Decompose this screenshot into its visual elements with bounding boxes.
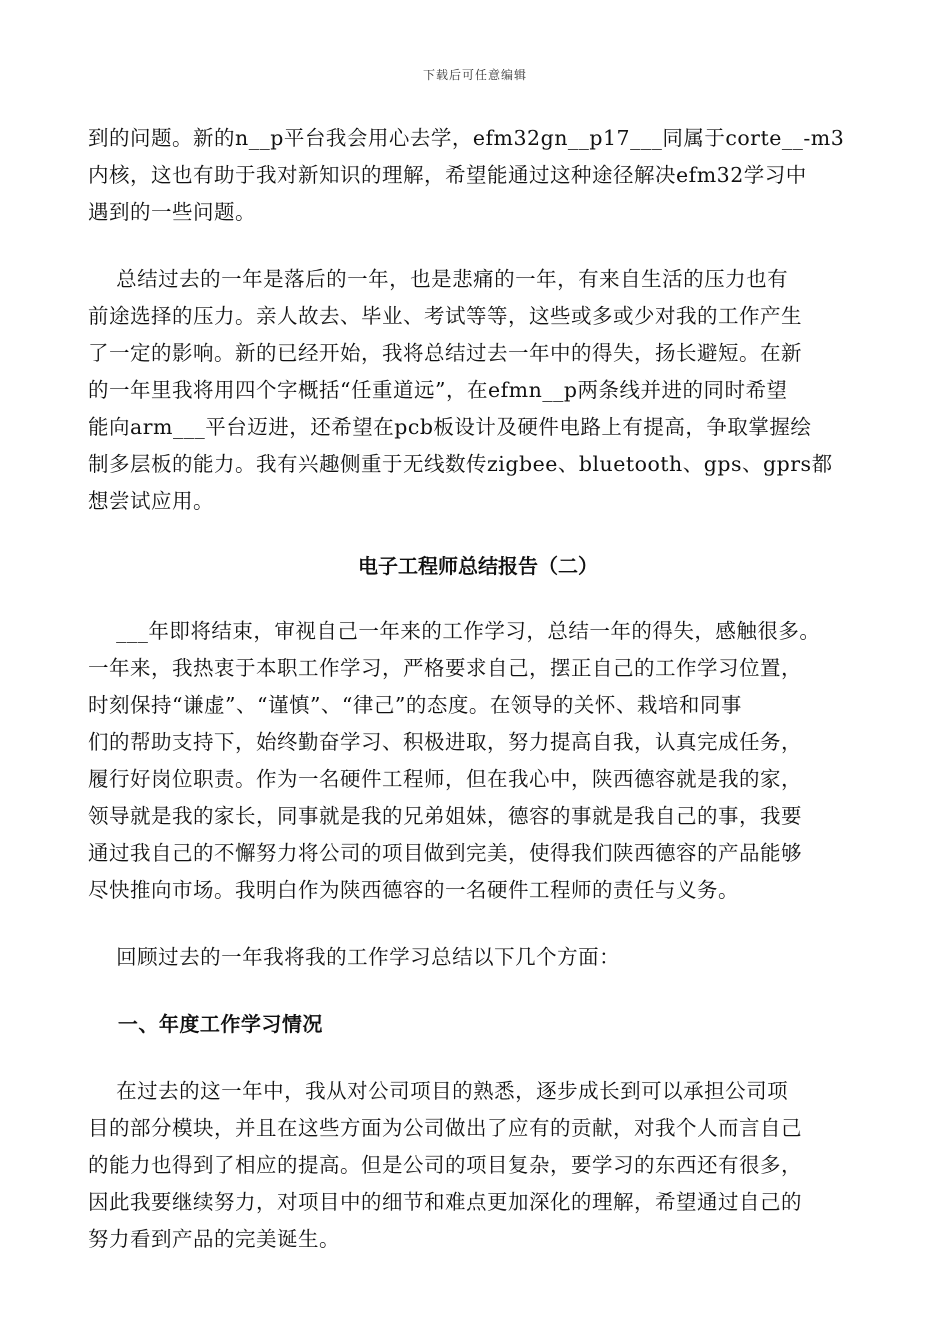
text-line: 到的问题。新的n__p平台我会用心去学，efm32gn__p17___同属于corte__-m3 xyxy=(88,126,845,150)
spacer xyxy=(88,585,868,613)
section-heading: 一、年度工作学习情况 xyxy=(88,1012,323,1036)
paragraph-1 xyxy=(88,120,868,231)
text-line: 履行好岗位职责。作为一名硬件工程师，但在我心中，陕西德容就是我的家， xyxy=(88,767,802,791)
text-line: ___年即将结束，审视自己一年来的工作学习，总结一年的得失，感触很多。 xyxy=(88,619,821,643)
section-title: 电子工程师总结报告（二） xyxy=(358,554,598,578)
paragraph-5 xyxy=(88,1073,868,1258)
text-line: 因此我要继续努力，对项目中的细节和难点更加深化的理解，希望通过自己的 xyxy=(88,1190,802,1214)
text-line: 的能力也得到了相应的提高。但是公司的项目复杂，要学习的东西还有很多， xyxy=(88,1153,802,1177)
document-body xyxy=(88,120,868,1258)
text-line: 尽快推向市场。我明白作为陕西德容的一名硬件工程师的责任与义务。 xyxy=(88,878,739,902)
text-line: 努力看到产品的完美诞生。 xyxy=(88,1227,340,1251)
spacer xyxy=(88,1043,868,1073)
text-line: 一年来，我热衷于本职工作学习，严格要求自己，摆正自己的工作学习位置， xyxy=(88,656,802,680)
text-line: 想尝试应用。 xyxy=(88,489,214,513)
text-line: 目的部分模块，并且在这些方面为公司做出了应有的贡献，对我个人而言自己 xyxy=(88,1116,802,1140)
paragraph-3 xyxy=(88,613,868,909)
text-line: 在过去的这一年中，我从对公司项目的熟悉，逐步成长到可以承担公司项 xyxy=(88,1079,789,1103)
text-line: 能向arm___平台迈进，还希望在pcb板设计及硬件电路上有提高，争取掌握绘 xyxy=(88,415,812,439)
text-line: 领导就是我的家长，同事就是我的兄弟姐妹，德容的事就是我自己的事，我要 xyxy=(88,804,802,828)
spacer xyxy=(88,909,868,939)
page-header: 下载后可任意编辑 xyxy=(422,68,527,82)
text-line: 前途选择的压力。亲人故去、毕业、考试等等，这些或多或少对我的工作产生 xyxy=(88,304,802,328)
spacer xyxy=(88,231,868,261)
text-line: 的一年里我将用四个字概括“任重道远”，在efmn__p两条线并进的同时希望 xyxy=(88,378,788,402)
paragraph-4: 回顾过去的一年我将我的工作学习总结以下几个方面： xyxy=(88,945,621,969)
text-line: 遇到的一些问题。 xyxy=(88,200,256,224)
text-line: 内核，这也有助于我对新知识的理解，希望能通过这种途径解决efm32学习中 xyxy=(88,163,807,187)
text-line: 们的帮助支持下，始终勤奋学习、积极进取，努力提高自我，认真完成任务， xyxy=(88,730,802,754)
text-line: 制多层板的能力。我有兴趣侧重于无线数传zigbee、bluetooth、gps、gprs都 xyxy=(88,452,833,476)
text-line: 通过我自己的不懈努力将公司的项目做到完美，使得我们陕西德容的产品能够 xyxy=(88,841,802,865)
text-line: 总结过去的一年是落后的一年，也是悲痛的一年，有来自生活的压力也有 xyxy=(88,267,789,291)
paragraph-2 xyxy=(88,261,868,520)
text-line: 了一定的影响。新的已经开始，我将总结过去一年中的得失，扬长避短。在新 xyxy=(88,341,802,365)
spacer xyxy=(88,976,868,1006)
text-line: 时刻保持“谦虚”、“谨慎”、“律己”的态度。在领导的关怀、栽培和同事 xyxy=(88,693,742,717)
spacer xyxy=(88,520,868,548)
